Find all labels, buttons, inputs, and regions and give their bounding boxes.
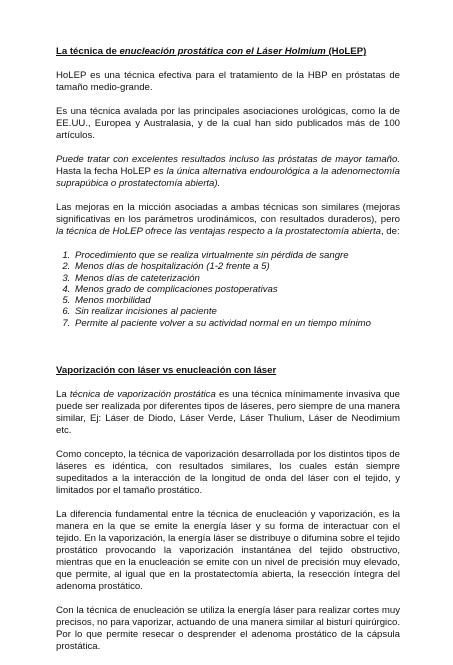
title-text: La técnica de: [56, 46, 120, 57]
section1-title: [56, 46, 400, 58]
title-italic-text: enucleación prostática con el Láser Holmium: [119, 46, 326, 57]
paragraph: Con la técnica de enucleación se utiliza la energía láser para realizar cortes muy precisos, no para vaporizar, actuando de una manera similar al bisturí quirúrgico. Por lo que permite resecar o desprender el adenoma prostático de la cápsula prostática.: [56, 605, 400, 653]
paragraph: [56, 389, 400, 437]
italic-text: técnica de vaporización prostática: [69, 389, 216, 401]
list-item: 1. Procedimiento que se realiza virtualmente sin pérdida de sangre: [73, 250, 400, 261]
paragraph: Como concepto, la técnica de vaporización desarrollada por los distintos tipos de láseres es idéntica, con resultados similares, los cuales están siempre supeditados a la interacción de la longitud de onda del láser con el tejido, y limitados por el tamaño prostático.: [56, 449, 400, 497]
spacer: [56, 341, 400, 365]
list-item: 2. Menos días de hospitalización (1-2 frente a 5): [73, 261, 400, 272]
italic-text: Puede tratar con excelentes resultados incluso las próstatas de mayor tamaño.: [56, 154, 400, 165]
italic-text: la técnica de HoLEP ofrece las ventajas respecto a la prostatectomía abierta: [56, 226, 381, 237]
paragraph: La diferencia fundamental entre la técnica de enucleación y vaporización, es la manera en la que se emite la energía láser y su forma de interactuar con el tejido. En la vaporización, la energía láser se distribuye o difumina sobre el tejido prostático provocando la vaporización instantánea del tejido obstructivo, mientras que en la enucleación se emite con un nivel de precisión muy elevado, que permite, al igual que en la prostatectomía abierta, la resección íntegra del adenoma prostático.: [56, 509, 400, 593]
paragraph: HoLEP es una técnica efectiva para el tratamiento de la HBP en próstatas de tamaño medio-grande.: [56, 70, 400, 93]
benefits-list: [56, 250, 400, 329]
list-item: 5. Menos morbilidad: [73, 295, 400, 306]
text: Las mejoras en la micción asociadas a ambas técnicas son similares (mejoras significativas en los parámetros urodinámicos, con resultados duraderos), pero: [56, 202, 400, 225]
text: Hasta la fecha HoLEP: [56, 166, 154, 177]
paragraph: [56, 202, 400, 238]
paragraph: Es una técnica avalada por las principales asociaciones urológicas, como la de EE.UU., Europea y Australasia, y de la cual han sido publicados más de 100 artículos.: [56, 106, 400, 141]
list-item: 4. Menos grado de complicaciones postoperativas: [73, 284, 400, 295]
document-page: [56, 46, 400, 665]
text: es una técnica mínimamente invasiva que puede ser realizada por diferentes tipos de láseres, pero siempre de una manera similar, Ej: Láser de Diodo, Láser Verde, Láser Thulium, Láser de Neodimium etc.: [56, 389, 400, 437]
text: , de:: [380, 226, 400, 237]
italic-text: es la única alternativa endourológica a la adenomectomía suprapúbica o prostatectomía abierta).: [56, 166, 400, 189]
paragraph: [56, 154, 400, 190]
title-text-end: (HoLEP): [325, 46, 367, 57]
list-item: 7. Permite al paciente volver a su actividad normal en un tiempo mínimo: [73, 318, 400, 329]
text: La: [56, 389, 70, 401]
section2-title: Vaporización con láser vs enucleación con láser: [56, 365, 277, 377]
list-item: 6. Sin realizar incisiones al paciente: [73, 306, 400, 317]
list-item: 3. Menos días de cateterización: [73, 273, 400, 284]
